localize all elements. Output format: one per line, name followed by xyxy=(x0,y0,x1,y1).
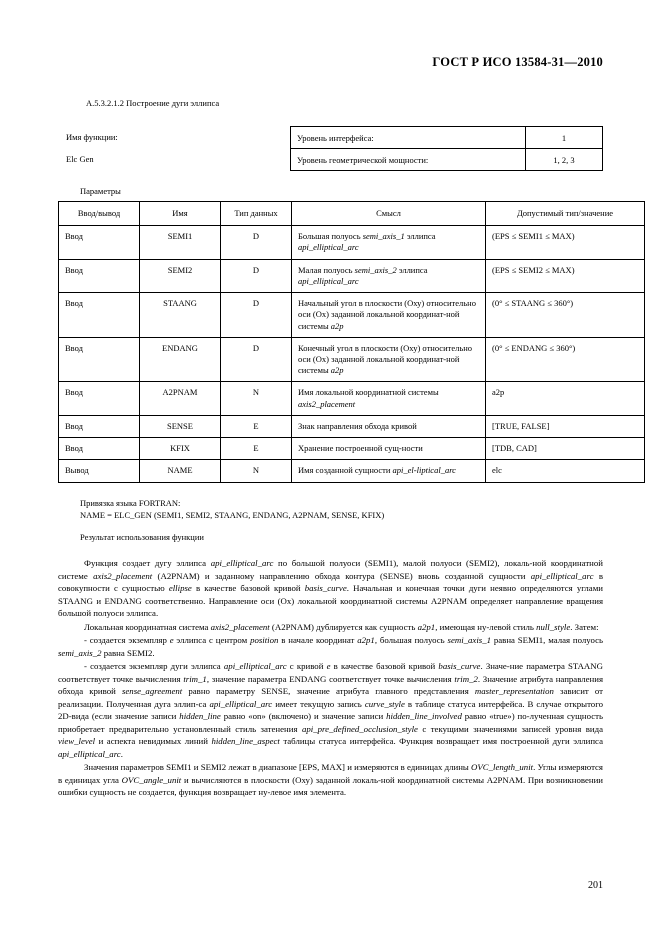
cell-name: KFIX xyxy=(140,438,221,460)
cell-name: STAANG xyxy=(140,293,221,338)
cell-io: Ввод xyxy=(59,259,140,292)
cell-meaning: Начальный угол в плоскости (Оху) относительно оси (Ох) заданной локальной координат-ной системы a2p xyxy=(292,293,486,338)
cell-allowed: (EPS ≤ SEMI2 ≤ MAX) xyxy=(486,259,645,292)
table-row xyxy=(59,226,645,259)
geometry-level-label: Уровень геометрической мощности: xyxy=(291,149,526,171)
parameters-table-body xyxy=(59,226,645,482)
interface-level-label: Уровень интерфейса: xyxy=(291,127,526,149)
cell-meaning: Малая полуось semi_axis_2 эллипса api_elliptical_arc xyxy=(292,259,486,292)
cell-type: E xyxy=(221,415,292,437)
cell-name: SEMI2 xyxy=(140,259,221,292)
cell-meaning: Имя созданной сущности api_el-liptical_arc xyxy=(292,460,486,482)
cell-allowed: a2p xyxy=(486,382,645,415)
cell-meaning: Хранение построенной сущ-ности xyxy=(292,438,486,460)
cell-type: N xyxy=(221,382,292,415)
cell-type: D xyxy=(221,293,292,338)
cell-meaning: Знак направления обхода кривой xyxy=(292,415,486,437)
cell-io: Вывод xyxy=(59,460,140,482)
cell-allowed: (0° ≤ STAANG ≤ 360°) xyxy=(486,293,645,338)
cell-allowed: [TDB, CAD] xyxy=(486,438,645,460)
function-result-label: Результат использования функции xyxy=(80,532,204,543)
cell-name: NAME xyxy=(140,460,221,482)
interface-level-value: 1 xyxy=(526,127,603,149)
cell-name: A2PNAM xyxy=(140,382,221,415)
table-row xyxy=(59,337,645,382)
function-name-label: Имя функции: xyxy=(66,132,118,142)
column-header-io: Ввод/вывод xyxy=(59,202,140,226)
column-header-allowed: Допустимый тип/значение xyxy=(486,202,645,226)
function-name-labels xyxy=(66,126,118,170)
table-row xyxy=(59,460,645,482)
description-paragraph-3: - создается экземпляр e эллипса с центром position в начале координат a2p1, большая полуось semi_axis_1 равна SEMI1, малая полуось semi_axis_2 равна SEMI2. xyxy=(58,635,603,658)
cell-type: D xyxy=(221,259,292,292)
table-row xyxy=(291,127,603,149)
cell-io: Ввод xyxy=(59,415,140,437)
function-name-value: Elc Gen xyxy=(66,154,94,164)
cell-type: N xyxy=(221,460,292,482)
table-row xyxy=(291,149,603,171)
description-paragraph-1: Функция создает дугу эллипса api_elliptical_arc по большой полуоси (SEMI1), малой полуоси (SEMI2), локаль-ной координатной системе axis2_placement (A2PNAM) и заданному направлению обхода контура (SENSE) вновь созданной сущности api_elliptical_arc в совокупности с сущностью ellipse в качестве базовой кривой basis_curve. Начальная и конечная точки дуги неявно определяются углами STAANG и ENDANG соответственно. Направление оси (Ох) локальной координатной системы A2PNAM определяет направление вращения большой полуоси эллипса. xyxy=(58,558,603,619)
description-paragraph-2: Локальная координатная система axis2_placement (A2PNAM) дублируется как сущность a2p1, имеющая ну-левой стиль null_style. Затем: xyxy=(84,621,599,632)
cell-allowed: (0° ≤ ENDANG ≤ 360°) xyxy=(486,337,645,382)
page-header: ГОСТ Р ИСО 13584-31—2010 xyxy=(432,55,603,69)
function-header-block xyxy=(58,126,603,172)
function-level-table xyxy=(290,126,603,171)
description-paragraph-4: - создается экземпляр дуги эллипса api_elliptical_arc с кривой e в качестве базовой кривой basis_curve. Значе-ние параметра STAANG соответствует точке вычисления trim_1, значение параметра ENDANG соответствует точке вычисления trim_2. Значение атрибута направления обхода кривой sense_agreement равно параметру SENSE, значение атрибута главного представления master_representation зависит от реализации. Полученная дуга эллип-са api_elliptical_arc имеет текущую запись curve_style в таблице статуса интерфейса. В случае открытого 2D-вида (если значение записи hidden_line равно «on» (включено) и значение записи hidden_line_involved равно «true») по-лученная сущность приобретает предварительно установленный стиль затенения api_pre_defined_occlusion_style с текущими значениями записей уровня вида view_level и аспекта невидимых линий hidden_line_aspect таблицы статуса интерфейса. Функция возвращает имя построенной дуги эллипса api_elliptical_arc. xyxy=(58,661,604,759)
column-header-name: Имя xyxy=(140,202,221,226)
cell-name: ENDANG xyxy=(140,337,221,382)
table-row xyxy=(59,438,645,460)
column-header-meaning: Смысл xyxy=(292,202,486,226)
table-row xyxy=(59,415,645,437)
fortran-binding-block xyxy=(80,497,603,544)
geometry-level-value: 1, 2, 3 xyxy=(526,149,603,171)
cell-name: SENSE xyxy=(140,415,221,437)
cell-meaning: Большая полуось semi_axis_1 эллипса api_elliptical_arc xyxy=(292,226,486,259)
cell-meaning: Имя локальной координатной системы axis2_placement xyxy=(292,382,486,415)
cell-io: Ввод xyxy=(59,382,140,415)
table-row xyxy=(59,293,645,338)
cell-meaning: Конечный угол в плоскости (Оху) относительно оси (Ох) заданной локальной координат-ной системы a2p xyxy=(292,337,486,382)
cell-type: D xyxy=(221,226,292,259)
cell-type: E xyxy=(221,438,292,460)
cell-name: SEMI1 xyxy=(140,226,221,259)
table-row xyxy=(59,259,645,292)
page-number: 201 xyxy=(588,880,603,891)
cell-io: Ввод xyxy=(59,438,140,460)
table-header-row xyxy=(59,202,645,226)
column-header-type: Тип данных xyxy=(221,202,292,226)
cell-allowed: (EPS ≤ SEMI1 ≤ MAX) xyxy=(486,226,645,259)
cell-io: Ввод xyxy=(59,226,140,259)
section-title: А.5.3.2.1.2 Построение дуги эллипса xyxy=(86,98,220,108)
cell-io: Ввод xyxy=(59,293,140,338)
description-paragraph-5: Значения параметров SEMI1 и SEMI2 лежат в диапазоне [EPS, MAX] и измеряются в единицах длины OVC_length_unit. Углы измеряются в единицах угла OVC_angle_unit и вычисляются в плоскости (Оху) заданной локаль-ной координатной системы A2PNAM. При возникновении ошибки сущность не создается, функция возвращает ну-левое имя элемента. xyxy=(58,762,603,798)
parameters-caption: Параметры xyxy=(80,186,121,196)
function-description xyxy=(58,557,603,798)
cell-type: D xyxy=(221,337,292,382)
fortran-binding-label: Привязка языка FORTRAN: xyxy=(80,497,181,508)
cell-io: Ввод xyxy=(59,337,140,382)
cell-allowed: elc xyxy=(486,460,645,482)
cell-allowed: [TRUE, FALSE] xyxy=(486,415,645,437)
fortran-binding-signature: NAME = ELC_GEN (SEMI1, SEMI2, STAANG, ENDANG, A2PNAM, SENSE, KFIX) xyxy=(80,509,385,520)
table-row xyxy=(59,382,645,415)
parameters-table xyxy=(58,201,645,483)
